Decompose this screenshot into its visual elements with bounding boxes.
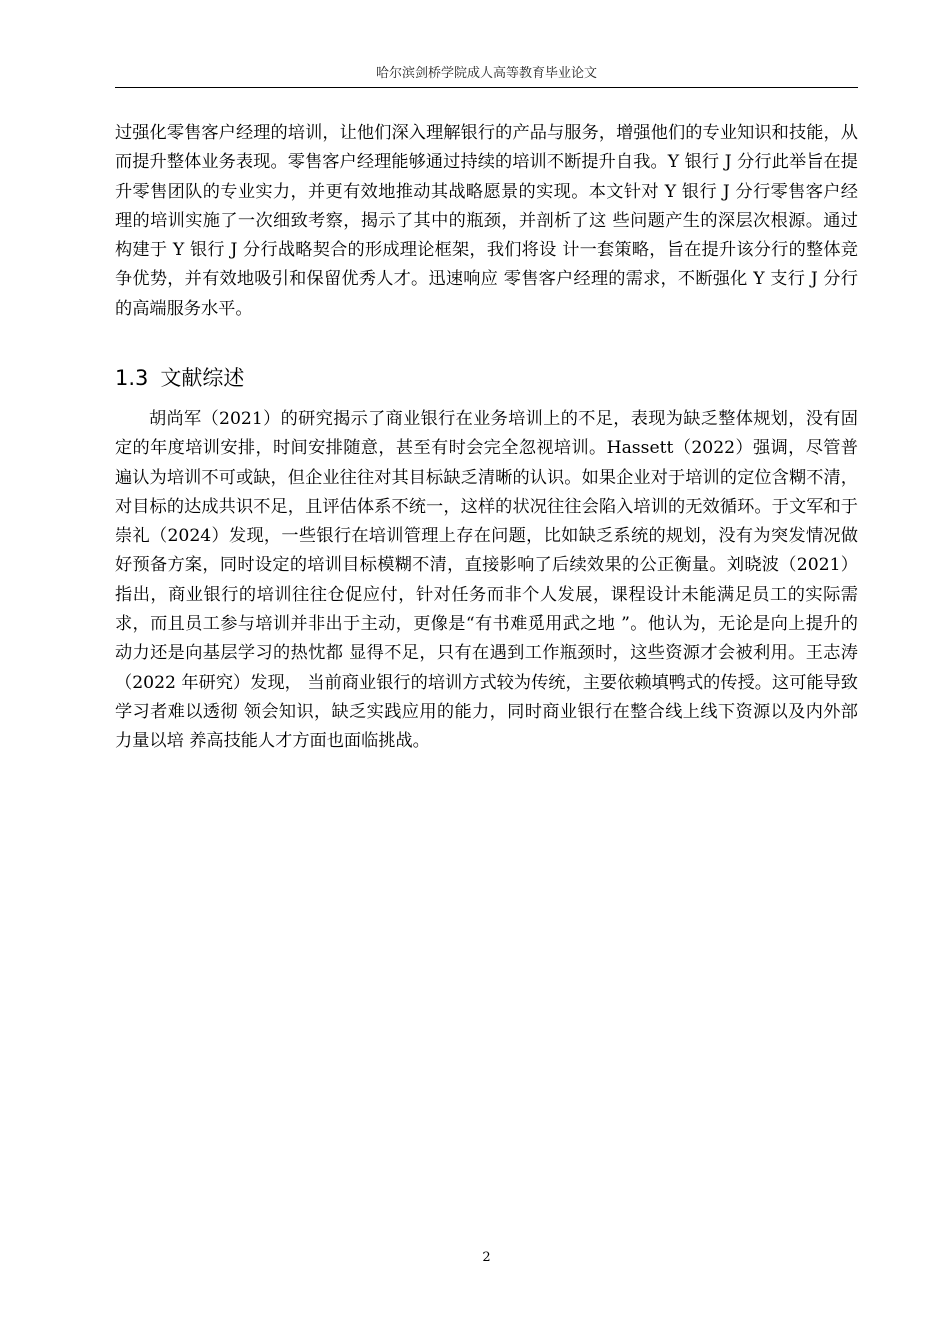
header-divider [115, 87, 858, 88]
literature-review-paragraph: 胡尚军（2021）的研究揭示了商业银行在业务培训上的不足，表现为缺乏整体规划，没有固定的年度培训安排，时间安排随意，甚至有时会完全忽视培训。Hassett（2022）强调，尽管普遍认为培训不可或缺，但企业往往对其目标缺乏清晰的认识。如果企业对于培训的定位含糊不清，对目标的达成共识不足，且评估体系不统一，这样的状况往往会陷入培训的无效循环。于文军和于崇礼（2024）发现，一些银行在培训管理上存在问题，比如缺乏系统的规划，没有为突发情况做好预备方案，同时设定的培训目标模糊不清，直接影响了后续效果的公正衡量。刘晓波（2021）指出，商业银行的培训往往仓促应付，针对任务而非个人发展，课程设计未能满足员工的实际需求，而且员工参与培训并非出于主动，更像是“有书难觅用武之地 ”。他认为，无论是向上提升的动力还是向基层学习的热忱都 显得不足，只有在遇到工作瓶颈时，这些资源才会被利用。王志涛（2022 年研究）发现， 当前商业银行的培训方式较为传统，主要依赖填鸭式的传授。这可能导致学习者难以透彻 领会知识，缺乏实践应用的能力，同时商业银行在整合线上线下资源以及内外部力量以培 养高技能人才方面也面临挑战。 [115, 409, 858, 752]
section-title: 文献综述 [160, 366, 245, 390]
page-number: 2 [482, 1250, 491, 1265]
intro-continuation-paragraph: 过强化零售客户经理的培训，让他们深入理解银行的产品与服务，增强他们的专业知识和技能，从而提升整体业务表现。零售客户经理能够通过持续的培训不断提升自我。Y 银行 J 分行此举旨在提升零售团队的专业实力，并更有效地推动其战略愿景的实现。本文针对 Y 银行 J 分行零售客户经理的培训实施了一次细致考察，揭示了其中的瓶颈，并剖析了这 些问题产生的深层次根源。通过构建于 Y 银行 J 分行战略契合的形成理论框架，我们将设 计一套策略，旨在提升该分行的整体竞争优势，并有效地吸引和保留优秀人才。迅速响应 零售客户经理的需求，不断强化 Y 支行 J 分行的高端服务水平。 [115, 123, 858, 319]
page-header: 哈尔滨剑桥学院成人高等教育毕业论文 [375, 66, 597, 81]
section-heading [115, 363, 244, 393]
section-number: 1.3 [115, 366, 149, 390]
